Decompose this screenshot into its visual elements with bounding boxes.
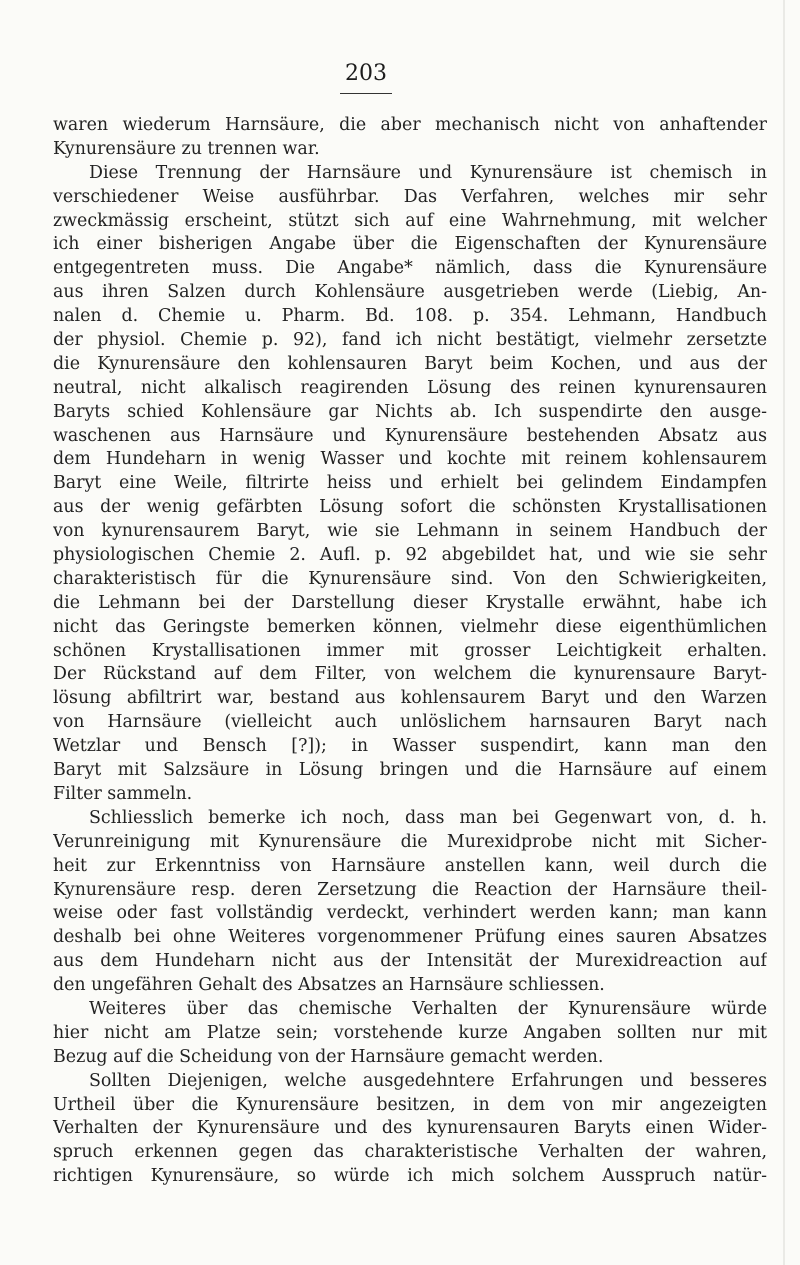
text-line: waschenen aus Harnsäure und Kynurensäure bestehenden Absatz aus [53, 425, 767, 446]
text-line: nalen d. Chemie u. Pharm. Bd. 108. p. 354. Lehmann, Handbuch [53, 306, 767, 327]
page-edge-shadow [783, 0, 785, 1265]
text-line: aus der wenig gefärbten Lösung sofort die schönsten Krystallisationen [53, 497, 767, 518]
text-line: Verhalten der Kynurensäure und des kynurensauren Baryts einen Wider- [53, 1118, 767, 1139]
text-line: Sollten Diejenigen, welche ausgedehntere Erfahrungen und besseres [89, 1070, 767, 1091]
text-line: entgegentreten muss. Die Angabe* nämlich, dass die Kynurensäure [53, 258, 767, 279]
text-line: Verunreinigung mit Kynurensäure die Murexidprobe nicht mit Sicher- [53, 831, 767, 852]
text-line: die Kynurensäure den kohlensauren Baryt beim Kochen, und aus der [53, 353, 767, 374]
text-line: den ungefähren Gehalt des Absatzes an Harnsäure schliessen. [53, 975, 605, 996]
text-line: richtigen Kynurensäure, so würde ich mich solchem Ausspruch natür- [53, 1166, 767, 1187]
text-line: dem Hundeharn in wenig Wasser und kochte mit reinem kohlensaurem [53, 449, 767, 470]
text-line: von Harnsäure (vielleicht auch unlöslichem harnsauren Baryt nach [53, 712, 767, 733]
text-line: Filter sammeln. [53, 783, 193, 804]
text-line: deshalb bei ohne Weiteres vorgenommener Prüfung eines sauren Absatzes [53, 927, 767, 948]
text-line: charakteristisch für die Kynurensäure sind. Von den Schwierigkeiten, [53, 568, 767, 589]
text-line: Baryt mit Salzsäure in Lösung bringen und die Harnsäure auf einem [53, 760, 767, 781]
text-line: weise oder fast vollständig verdeckt, verhindert werden kann; man kann [53, 903, 767, 924]
text-line: Diese Trennung der Harnsäure und Kynurensäure ist chemisch in [89, 162, 767, 183]
text-line: Kynurensäure resp. deren Zersetzung die Reaction der Harnsäure theil- [53, 879, 767, 900]
text-line: von kynurensaurem Baryt, wie sie Lehmann in seinem Handbuch der [53, 521, 767, 542]
text-line: waren wiederum Harnsäure, die aber mechanisch nicht von anhaftender [53, 115, 767, 135]
text-line: der physiol. Chemie p. 92), fand ich nicht bestätigt, vielmehr zersetzte [53, 330, 767, 351]
text-line: Baryts schied Kohlensäure gar Nichts ab. Ich suspendirte den ausge- [53, 401, 767, 422]
text-line: spruch erkennen gegen das charakteristische Verhalten der wahren, [53, 1142, 767, 1163]
page-number: 203 [345, 61, 387, 86]
text-line: aus dem Hundeharn nicht aus der Intensität der Murexidreaction auf [53, 951, 767, 972]
text-line: physiologischen Chemie 2. Aufl. p. 92 abgebildet hat, und wie sie sehr [53, 545, 767, 566]
text-line: Kynurensäure zu trennen war. [53, 138, 320, 159]
text-line: die Lehmann bei der Darstellung dieser Krystalle erwähnt, habe ich [53, 592, 767, 613]
text-line: ich einer bisherigen Angabe über die Eigenschaften der Kynurensäure [53, 234, 767, 255]
text-line: schönen Krystallisationen immer mit grosser Leichtigkeit erhalten. [53, 640, 767, 661]
text-line: lösung abfiltrirt war, bestand aus kohlensaurem Baryt und den Warzen [53, 688, 767, 709]
text-line: Wetzlar und Bensch [?]); in Wasser suspendirt, kann man den [53, 736, 767, 757]
text-line: Urtheil über die Kynurensäure besitzen, in dem von mir angezeigten [53, 1094, 767, 1115]
text-line: verschiedener Weise ausführbar. Das Verfahren, welches mir sehr [53, 186, 767, 207]
text-line: heit zur Erkenntniss von Harnsäure anstellen kann, weil durch die [53, 855, 767, 876]
text-line: nicht das Geringste bemerken können, vielmehr diese eigenthümlichen [53, 616, 767, 637]
text-line: Bezug auf die Scheidung von der Harnsäure gemacht werden. [53, 1046, 604, 1067]
text-line: zweckmässig erscheint, stützt sich auf eine Wahrnehmung, mit welcher [53, 210, 767, 231]
text-line: Baryt eine Weile, filtrirte heiss und erhielt bei gelindem Eindampfen [53, 473, 767, 494]
text-line: Schliesslich bemerke ich noch, dass man bei Gegenwart von, d. h. [89, 807, 767, 828]
text-line: hier nicht am Platze sein; vorstehende kurze Angaben sollten nur mit [53, 1022, 767, 1043]
text-line: Der Rückstand auf dem Filter, von welchem die kynurensaure Baryt- [53, 664, 767, 685]
text-line: neutral, nicht alkalisch reagirenden Lösung des reinen kynurensauren [53, 377, 767, 398]
page-number-underline [340, 93, 392, 94]
body-text [53, 114, 767, 1189]
text-line: aus ihren Salzen durch Kohlensäure ausgetrieben werde (Liebig, An- [53, 282, 767, 303]
text-line: Weiteres über das chemische Verhalten der Kynurensäure würde [89, 998, 767, 1019]
